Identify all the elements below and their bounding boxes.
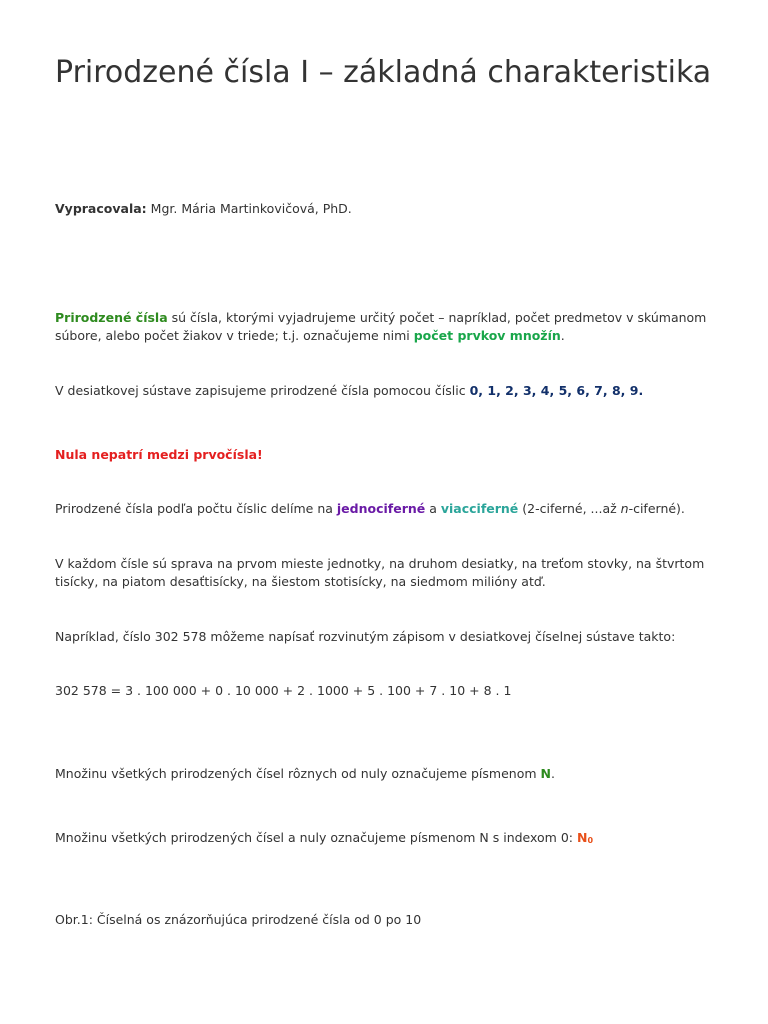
n-variable: n	[620, 501, 629, 516]
set-n0-paragraph	[55, 829, 715, 850]
highlight-set-cardinality: počet prvkov množín	[413, 328, 561, 343]
author-label: Vypracovala:	[55, 201, 147, 216]
definition-end: .	[560, 328, 565, 343]
author-name: Mgr. Mária Martinkovičová, PhD.	[150, 201, 352, 216]
set-n0-text: Množinu všetkých prirodzených čísel a nuly označujeme písmenom N s indexom 0:	[55, 830, 577, 845]
warning-paragraph	[55, 446, 715, 464]
paren-end: -ciferné).	[628, 501, 685, 516]
paren-start: (2-ciferné, ...až	[518, 501, 621, 516]
expanded-notation: 302 578 = 3 . 100 000 + 0 . 10 000 + 2 . 1000 + 5 . 100 + 7 . 10 + 8 . 1	[55, 683, 512, 698]
definition-text: sú čísla, ktorými vyjadrujeme určitý počet – napríklad, počet predmetov v skúmanom súbore, alebo počet žiakov v triede; t.j. označujeme nimi	[55, 310, 707, 343]
warning-text: Nula nepatrí medzi prvočísla!	[55, 447, 263, 462]
set-n-text: Množinu všetkých prirodzených čísel rôznych od nuly označujeme písmenom	[55, 766, 541, 781]
set-n-symbol: N	[540, 766, 551, 781]
set-n0-letter: N	[576, 830, 588, 845]
classification-paragraph	[55, 500, 715, 518]
example-paragraph: Napríklad, číslo 302 578 môžeme napísať rozvinutým zápisom v desiatkovej číselnej sústave takto:	[55, 629, 676, 644]
author-line	[55, 200, 715, 218]
term-single-digit: jednociferné	[336, 501, 426, 516]
digits-list: 0, 1, 2, 3, 4, 5, 6, 7, 8, 9.	[469, 383, 644, 398]
term-multi-digit: viacciferné	[440, 501, 519, 516]
set-n0-subscript: 0	[587, 836, 594, 845]
set-n0-symbol	[577, 830, 593, 845]
term-natural-numbers: Prirodzené čísla	[55, 310, 168, 325]
set-n-end: .	[550, 766, 555, 781]
page-title: Prirodzené čísla I – základná charakteristika	[55, 55, 712, 90]
definition-paragraph	[55, 309, 715, 345]
place-value-paragraph: V každom čísle sú sprava na prvom mieste jednotky, na druhom desiatky, na treťom stovky, na štvrtom tisícky, na piatom desaťtisícky, na šiestom stotisícky, na siedmom milióny atď.	[55, 556, 705, 589]
digits-paragraph	[55, 382, 715, 400]
conjunction: a	[425, 501, 441, 516]
set-n-paragraph	[55, 765, 715, 783]
classification-text: Prirodzené čísla podľa počtu číslic delíme na	[55, 501, 337, 516]
digits-text: V desiatkovej sústave zapisujeme prirodzené čísla pomocou číslic	[55, 383, 470, 398]
figure-caption: Obr.1: Číselná os znázorňujúca prirodzené čísla od 0 po 10	[55, 912, 422, 927]
